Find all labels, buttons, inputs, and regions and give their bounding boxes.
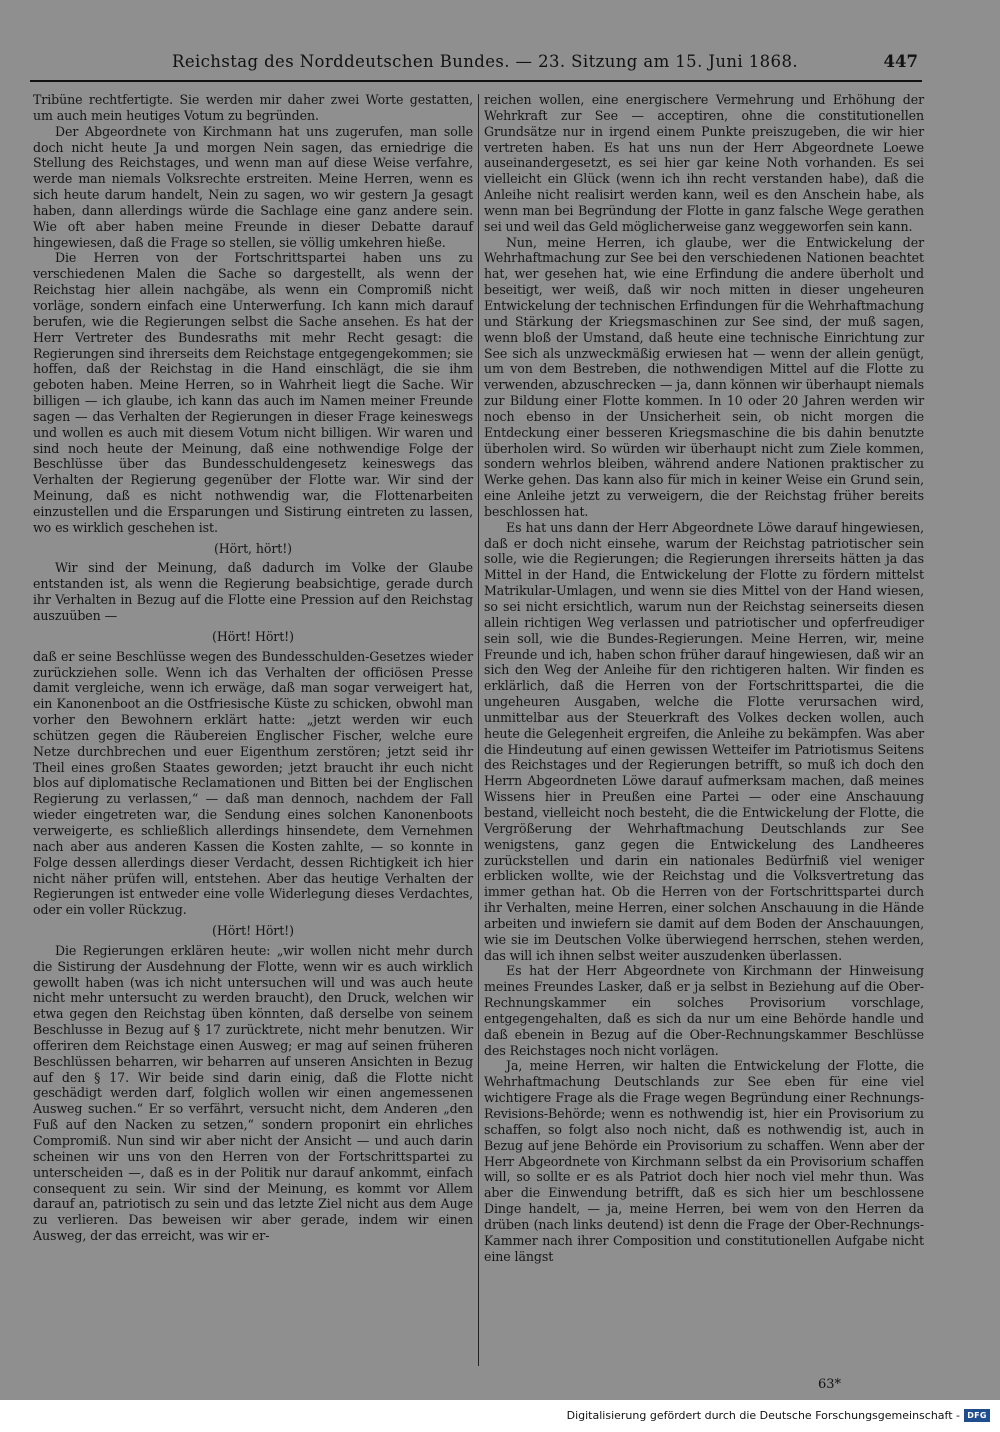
paragraph: Wir sind der Meinung, daß dadurch im Volke der Glaube entstanden ist, als wenn die Regierung beabsichtige, gerade durch ihr Verhalten in Bezug auf die Flotte eine Pression auf den Reichstag auszuüben — [33, 560, 473, 623]
paragraph: Die Herren von der Fortschrittspartei haben uns zu verschiedenen Malen die Sache so dargestellt, als wenn der Reichstag hier allein nachgäbe, als wenn ein Compromiß nicht vorläge, sondern einfach eine Unterwerfung. Ich kann mich darauf berufen, wie die Regierungen selbst die Sache ansehen. Es hat der Herr Vertreter des Bundesraths mit mehr Recht gesagt: die Regierungen sind ihrerseits dem Reichstage entgegengekommen; sie hoffen, daß der Reichstag in die Hand einschlägt, die sie ihm geboten haben. Meine Herren, so in Wahrheit liegt die Sache. Wir billigen — ich glaube, ich kann das auch im Namen meiner Freunde sagen — das Verhalten der Regierungen in dieser Frage keineswegs und wollen es auch mit diesem Votum nicht billigen. Wir waren und sind noch heute der Meinung, daß eine nothwendige Folge der Beschlüsse über das Bundesschuldengesetz keineswegs das Verhalten der Regierung gegenüber der Flotte war. Wir sind der Meinung, daß es nicht nothwendig war, die Flottenarbeiten einzustellen und die Ersparungen und Sistirung eintreten zu lassen, wo es wirklich geschehen ist. [33, 250, 473, 535]
paragraph: Die Regierungen erklären heute: „wir wollen nicht mehr durch die Sistirung der Ausdehnung der Flotte, wenn wir es auch wirklich gewollt haben (was ich nicht untersuchen will und was auch heute nicht mehr untersucht zu werden braucht), den Druck, welchen wir etwa gegen den Reichstag üben könnten, daß derselbe von seinem Beschlusse in Bezug auf § 17 zurücktrete, nicht mehr benutzen. Wir offeriren dem Reichstage einen Ausweg; er mag auf seinen früheren Beschlüssen beharren, wir beharren auf unseren Ansichten in Bezug auf den § 17. Wir beide sind darin einig, daß die Flotte nicht geschädigt werden darf, folglich wollen wir einen angemessenen Ausweg suchen.“ Er so verfährt, versucht nicht, dem Anderen „den Fuß auf den Nacken zu setzen,“ sondern proponirt ein ehrliches Compromiß. Nun sind wir aber nicht der Ansicht — und auch darin scheinen wir uns von den Herren von der Fortschrittspartei zu unterscheiden —, daß es in der Politik nur darauf ankommt, einfach consequent zu sein. Wir sind der Meinung, es kommt vor Allem darauf an, patriotisch zu sein und das letzte Ziel nicht aus dem Auge zu verlieren. Das beweisen wir aber gerade, indem wir einen Ausweg, der das erreicht, was wir er- [33, 942, 473, 1244]
paragraph: Es hat uns dann der Herr Abgeordnete Löwe darauf hingewiesen, daß er doch nicht einsehe, warum der Reichstag patriotischer sein solle, wie die Regierungen; die Regierungen ihrerseits hätten ja das Mittel in der Hand, die Entwickelung der Flotte zu fördern mittelst Matrikular-Umlagen, und wenn sie dies Mittel von der Hand wiesen, so sei nicht ersichtlich, warum nun der Reichstag seinerseits diesen allein richtigen Weg verlassen und patriotischer und opferfreudiger sein soll, wie die Bundes-Regierungen. Meine Herren, wir, meine Freunde und ich, haben schon früher darauf hingewiesen, daß wir an sich den Weg der Anleihe für den richtigeren halten. Wir finden es erklärlich, daß die Herren von der Fortschrittspartei, die die ungeheuren Ausgaben, welche die Flotte verursachen wird, unmittelbar aus der Steuerkraft des Volkes decken wollen, auch heute die Gelegenheit ergreifen, die Anleihe zu bekämpfen. Was aber die Hindeutung auf einen gewissen Wetteifer im Patriotismus Seitens des Reichstages und der Regierungen betrifft, so muß ich doch den Herrn Abgeordneten Löwe darauf aufmerksam machen, daß meines Wissens hier in Preußen eine Partei — oder eine Anschauung bestand, vielleicht noch besteht, die die Entwickelung der Flotte, die Vergrößerung der Wehrhaftmachung Deutschlands zur See wenigstens, ganz gegen die Entwickelung des Landheeres zurückstellen und darin ein nationales Bedürfniß viel weniger erblicken wollte, wie der Reichstag und die Volksvertretung das immer gethan hat. Ob die Herren von der Fortschrittspartei durch ihr Verhalten, meine Herren, einer solchen Anschauung in die Hände arbeiten und inwiefern sie damit auf dem Boden der Anschauungen, wie sie im Deutschen Volke überwiegend herrschen, stehen werden, das will ich ihnen selbst weiter auszudenken überlassen. [484, 519, 924, 963]
left-column [33, 92, 473, 1244]
paragraph: Ja, meine Herren, wir halten die Entwickelung der Flotte, die Wehrhaftmachung Deutschlands zur See eben für eine viel wichtigere Frage als die Frage wegen Begründung einer Rechnungs-Revisions-Behörde; wenn es nothwendig ist, hier ein Provisorium zu schaffen, so folgt also noch nicht, daß es nothwendig ist, auch in Bezug auf jene Behörde ein Provisorium zu schaffen. Wenn aber der Herr Abgeordnete von Kirchmann selbst da ein Provisorium schaffen will, so sollte er es als Patriot doch hier noch viel mehr thun. Was aber die Einwendung betrifft, daß es sich hier um beschlossene Dinge handelt, — ja, meine Herren, bei wem von den Herren da drüben (nach links deutend) ist denn die Frage der Ober-Rechnungs-Kammer nach ihrer Composition und constitutionellen Aufgabe nicht eine längst [484, 1058, 924, 1264]
interjection: (Hört! Hört!) [212, 628, 294, 644]
page-header [30, 50, 922, 82]
footer [567, 1409, 990, 1422]
page-number: 447 [883, 52, 918, 71]
paragraph: reichen wollen, eine energischere Vermehrung und Erhöhung der Wehrkraft zur See — acceptiren, ohne die constitutionellen Grundsätze nur in irgend einem Punkte preiszugeben, die wir hier vertreten haben. Es hat uns nun der Herr Abgeordnete Loewe auseinandergesetzt, es sei hier gar keine Noth vorhanden. Es sei vielleicht ein Glück (wenn ich ihn recht verstanden habe), daß die Anleihe nicht realisirt werden kann, weil es den Anschein habe, als wenn man bei Begründung der Flotte in ganz falsche Wege gerathen sei und weil das Geld möglicherweise ganz weggeworfen sein kann. [484, 92, 924, 234]
paragraph: daß er seine Beschlüsse wegen des Bundesschulden-Gesetzes wieder zurückziehen solle. Wenn ich das Verhalten der officiösen Presse damit vergleiche, wenn ich erwäge, daß man sogar verweigert hat, ein Kanonenboot an die Ostfriesische Küste zu schicken, obwohl man vorher den Bewohnern erklärt hatte: „jetzt werden wir euch schützen gegen die Räubereien Englischer Fischer, welche eure Netze durchbrechen und euer Eigenthum zerstören; jetzt seid ihr Theil eines großen Staates geworden; jetzt braucht ihr euch nicht blos auf diplomatische Reclamationen und Bitten bei der Englischen Regierung zu verlassen,“ — daß man dennoch, nachdem der Fall wieder eingetreten war, die Sendung eines solchen Kanonenboots verweigerte, es schließlich allerdings hinsendete, dem Vernehmen nach aber aus anderen Kassen die Kosten zahlte, — so konnte in Folge dessen allerdings dieser Verdacht, dessen Richtigkeit ich hier nicht näher prüfen will, entstehen. Aber das heutige Verhalten der Regierungen ist entweder eine volle Widerlegung dieses Verdachtes, oder ein voller Rückzug. [33, 648, 473, 918]
right-column [484, 92, 924, 1264]
interjection: (Hört! Hört!) [212, 923, 294, 939]
footer-text: Digitalisierung gefördert durch die Deutsche Forschungsgemeinschaft - [566, 1409, 960, 1422]
dfg-logo-icon[interactable]: DFG [964, 1409, 990, 1422]
interjection: (Hört, hört!) [213, 540, 292, 556]
signature-mark: 63* [818, 1377, 842, 1392]
paragraph: Tribüne rechtfertigte. Sie werden mir daher zwei Worte gestatten, um auch mein heutiges Votum zu begründen. [33, 92, 473, 123]
paragraph: Nun, meine Herren, ich glaube, wer die Entwickelung der Wehrhaftmachung zur See bei den verschiedenen Nationen beachtet hat, wer gesehen hat, wie eine Erfindung die andere überholt und beseitigt, wer weiß, daß wir noch mitten in dieser ungeheuren Entwickelung der technischen Erfindungen für die Wehrhaftmachung und Stärkung der Kriegsmaschinen zur See sind, der muß sagen, wenn bloß der Umstand, daß heute eine technische Einrichtung zur See sich als unzweckmäßig erwiesen hat — wenn der allein genügt, um von dem Bestreben, die nothwendigen Mittel auf die Flotte zu verwenden, abzuschrecken — ja, dann können wir überhaupt niemals zur Bildung einer Flotte kommen. In 10 oder 20 Jahren werden wir noch ebenso in der Unsicherheit sein, ob nicht morgen die Entdeckung einer besseren Kriegsmaschine die bis dahin benutzte überholen wird. So würden wir überhaupt nicht zum Ziele kommen, sondern wehrlos bleiben, während andere Nationen praktischer zu Werke gehen. Das kann also für mich in keiner Weise ein Grund sein, eine Anleihe jetzt zu verweigern, die der Reichstag früher bereits beschlossen hat. [484, 234, 924, 519]
header-title: Reichstag des Norddeutschen Bundes. — 23. Sitzung am 15. Juni 1868. [172, 52, 798, 71]
column-divider [478, 94, 479, 1366]
paragraph: Der Abgeordnete von Kirchmann hat uns zugerufen, man solle doch nicht heute Ja und morgen Nein sagen, das erniedrige die Stellung des Reichstages, und wenn man auf diese Weise verfahre, werde man niemals Volksrechte erstreiten. Meine Herren, wenn es sich heute darum handelt, Nein zu sagen, wo wir gestern Ja gesagt haben, dann allerdings würde die Sachlage eine ganz andere sein. Wie oft aber haben meine Freunde in dieser Debatte darauf hingewiesen, daß die Frage so stellen, sie völlig umkehren hieße. [33, 123, 473, 250]
paragraph: Es hat der Herr Abgeordnete von Kirchmann der Hinweisung meines Freundes Lasker, daß er ja selbst in Beziehung auf die Ober-Rechnungskammer ein solches Provisorium vorschlage, entgegengehalten, daß es sich da nur um eine Behörde handle und daß ebenein in Bezug auf die Ober-Rechnungskammer Beschlüsse des Reichstages noch nicht vorlägen. [484, 963, 924, 1058]
